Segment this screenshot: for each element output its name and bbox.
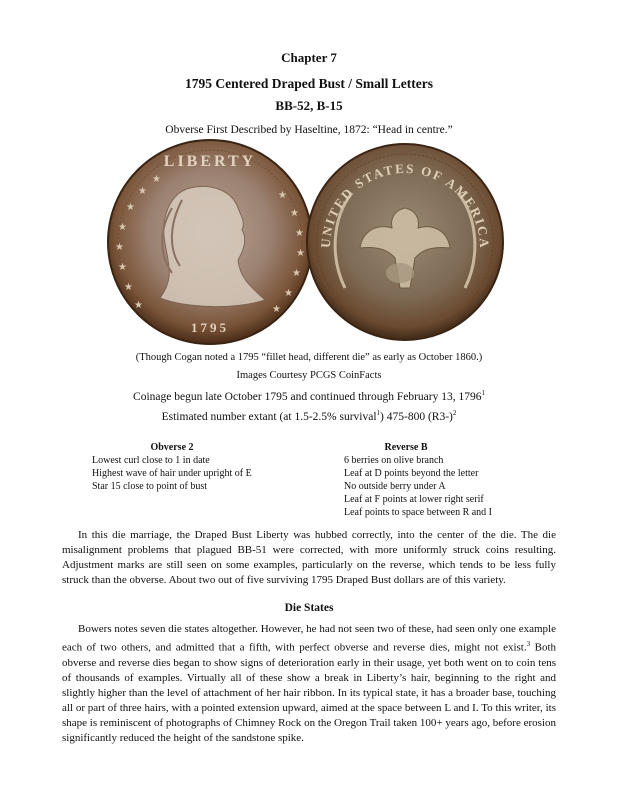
svg-text:★: ★ bbox=[290, 208, 299, 219]
svg-text:★: ★ bbox=[296, 248, 305, 259]
images-courtesy-caption: Images Courtesy PCGS CoinFacts bbox=[236, 370, 382, 381]
coinage-text: Coinage begun late October 1795 and continued through February 13, 1796 bbox=[133, 390, 482, 403]
first-described-line: Obverse First Described by Haseltine, 1872: “Head in centre.” bbox=[165, 124, 453, 136]
list-item: Leaf points to space between R and I bbox=[344, 507, 493, 518]
body-paragraph-2 bbox=[62, 622, 556, 746]
extant-text-a: Estimated number extant (at 1.5-2.5% survival bbox=[161, 410, 377, 423]
reverse-heading: Reverse B bbox=[384, 442, 428, 453]
obverse-coin bbox=[108, 140, 312, 344]
svg-text:★: ★ bbox=[272, 304, 281, 315]
list-item: Highest wave of hair under upright of E bbox=[92, 468, 252, 479]
footnote-ref: 1 bbox=[481, 389, 485, 397]
list-item: Leaf at D points beyond the letter bbox=[344, 468, 479, 479]
svg-text:★: ★ bbox=[284, 288, 293, 299]
list-item: Star 15 close to point of bust bbox=[92, 481, 207, 492]
svg-text:★: ★ bbox=[126, 202, 135, 213]
svg-text:★: ★ bbox=[138, 186, 147, 197]
svg-text:★: ★ bbox=[118, 222, 127, 233]
list-item: Leaf at F points at lower right serif bbox=[344, 494, 484, 505]
paragraph-2-part-b: Both obverse and reverse dies began to show signs of deterioration early in their usage, yet both went on to coin tens of thousands of examples. Virtually all of these show a break in Liberty’s hair, beginning to the right and slightly higher than the level of attachment of her hair ribbon. In its typical state, it has a broader base, touching all or part of three hairs, with a pointed extension upward, aimed at the space between L and I. To this writer, its shape is reminiscent of photographs of Chimney Rock on the Oregon Trail taken 100+ years ago, before erosion significantly reduced the height of the sandstone spike. bbox=[62, 641, 556, 744]
variety-subtitle: BB-52, B-15 bbox=[275, 98, 343, 113]
body-paragraph-1: In this die marriage, the Draped Bust Liberty was hubbed correctly, into the center of the die. The die misalignment problems that plagued BB-51 were corrected, with more uniformly struck coins resulting. Adjustment marks are still seen on some examples, particularly on the reverse, which tends to be less fully struck than the obverse. About two out of five surviving 1795 Draped Bust dollars are of this variety. bbox=[62, 529, 556, 586]
reverse-die-list bbox=[344, 441, 584, 519]
svg-text:★: ★ bbox=[118, 262, 127, 273]
svg-text:★: ★ bbox=[278, 190, 287, 201]
obverse-legend: LIBERTY bbox=[163, 153, 257, 170]
reverse-coin bbox=[307, 144, 503, 340]
extant-text-b: ) 475-800 (R3-) bbox=[380, 410, 453, 423]
paragraph-2-part-a: Bowers notes seven die states altogether. However, he had not seen two of these, had seen only one example each of two others, and admitted that a fifth, with perfect obverse and reverse dies, might not exist. bbox=[62, 623, 556, 654]
svg-text:★: ★ bbox=[134, 300, 143, 311]
obverse-die-list bbox=[92, 441, 312, 493]
svg-text:★: ★ bbox=[124, 282, 133, 293]
coinage-line bbox=[0, 389, 618, 403]
svg-text:★: ★ bbox=[295, 228, 304, 239]
die-states-heading: Die States bbox=[284, 602, 334, 614]
page-title: 1795 Centered Draped Bust / Small Letters bbox=[185, 76, 433, 91]
footnote-ref: 2 bbox=[452, 409, 457, 417]
chapter-heading: Chapter 7 bbox=[281, 50, 337, 65]
footnote-ref: 1 bbox=[376, 409, 381, 417]
svg-text:★: ★ bbox=[152, 174, 161, 185]
coin-images bbox=[0, 138, 618, 348]
list-item: Lowest curl close to 1 in date bbox=[92, 455, 210, 466]
extant-line bbox=[0, 409, 618, 423]
footnote-ref: 3 bbox=[526, 640, 531, 648]
list-item: No outside berry under A bbox=[344, 481, 446, 492]
svg-text:★: ★ bbox=[292, 268, 301, 279]
cogan-note-caption: (Though Cogan noted a 1795 “fillet head, different die” as early as October 1860.) bbox=[135, 352, 483, 363]
svg-text:★: ★ bbox=[115, 242, 124, 253]
list-item: 6 berries on olive branch bbox=[344, 455, 444, 466]
reverse-legend: UNITED STATES OF AMERICA bbox=[317, 160, 493, 250]
obverse-heading: Obverse 2 bbox=[150, 442, 194, 453]
obverse-date: 1795 bbox=[191, 320, 229, 335]
